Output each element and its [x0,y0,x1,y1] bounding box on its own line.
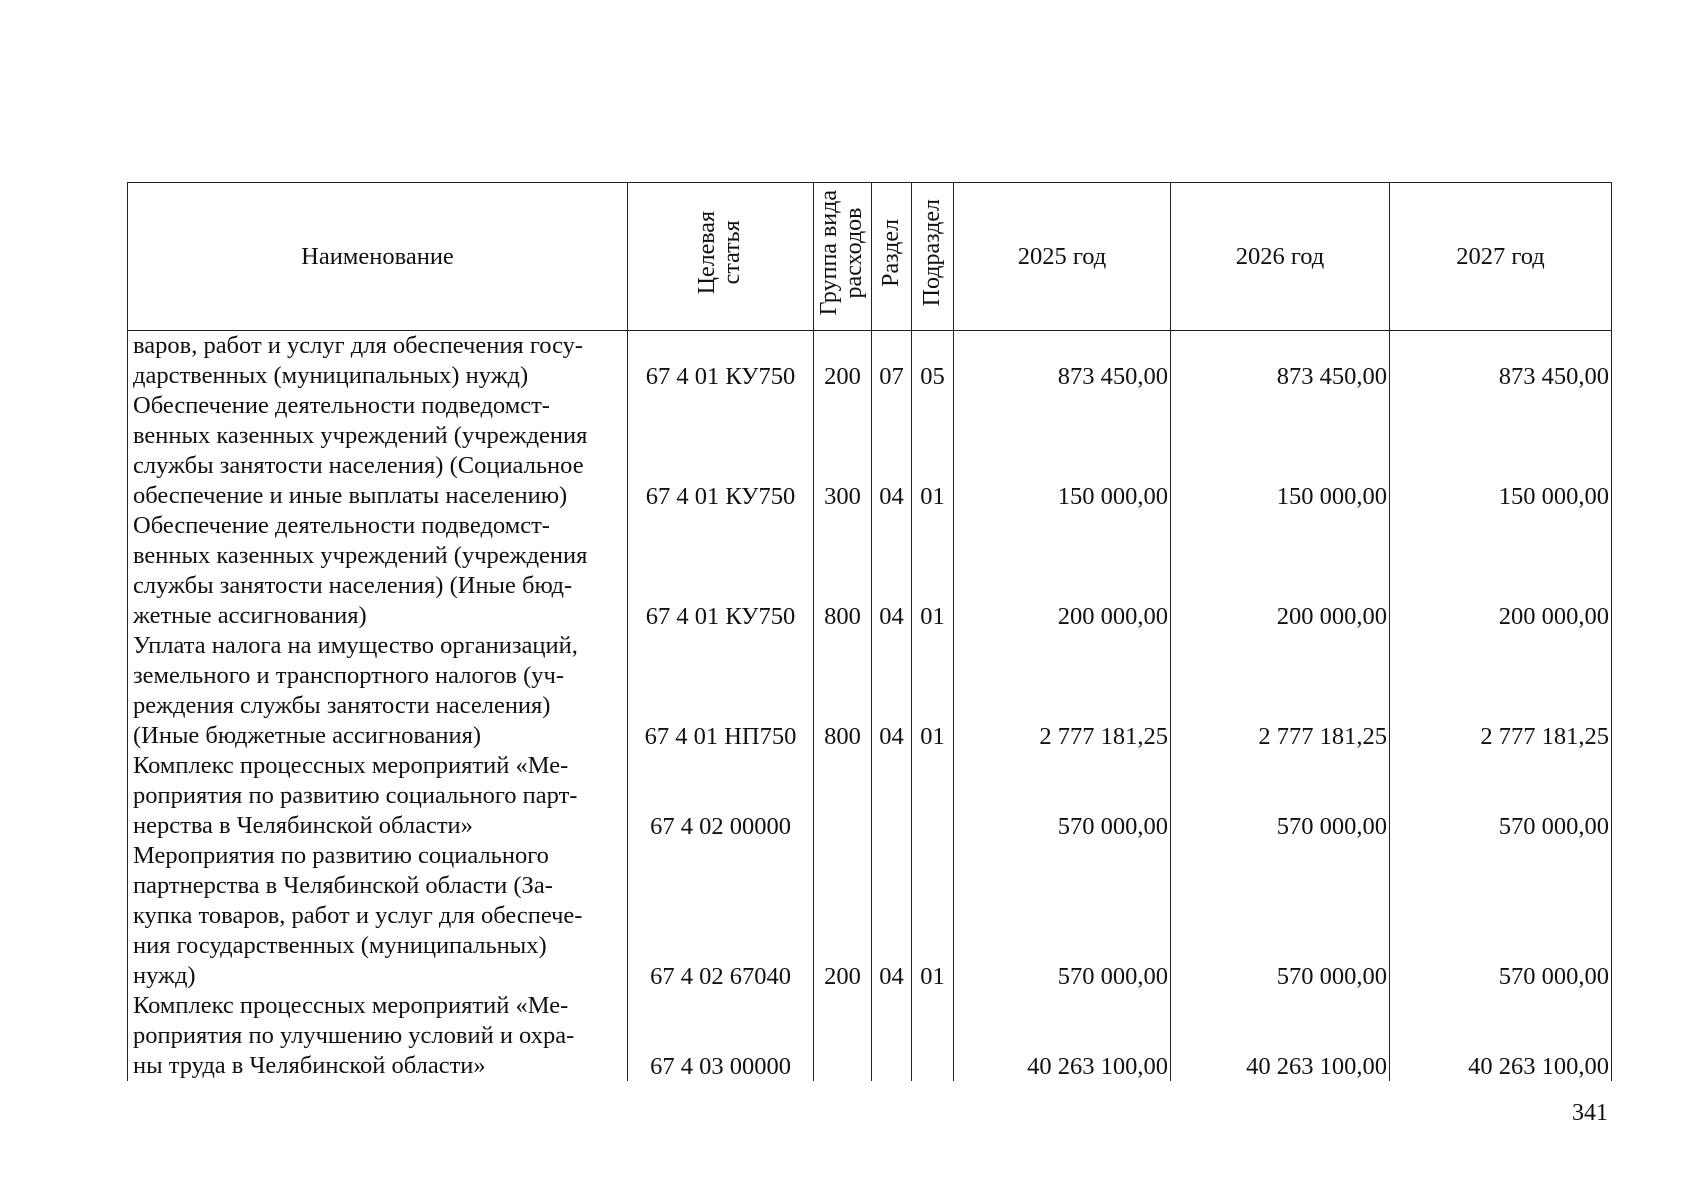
row-name-line: Обеспечение деятельности подведомст- [133,512,550,539]
row-section: 04 [872,841,912,991]
row-name-line: (Иные бюджетные ассигнования) [133,722,482,749]
row-name-line: ния государственных (муниципальных) [133,932,547,959]
row-subsection [912,751,954,841]
row-expense-group: 200 [814,331,872,392]
row-name-line: службы занятости населения) (Иные бюд- [133,572,573,599]
row-name-line: нужд) [133,962,196,989]
row-value-2027: 200 000,00 [1390,511,1612,631]
row-value-2027: 570 000,00 [1390,751,1612,841]
row-subsection [912,991,954,1081]
row-name [128,631,628,751]
row-value-2025: 40 263 100,00 [954,991,1171,1081]
row-value-2027: 2 777 181,25 [1390,631,1612,751]
row-name [128,391,628,511]
table-row [128,631,1612,751]
row-name-line: службы занятости населения) (Социальное [133,452,584,479]
row-name-line: Комплекс процессных мероприятий «Ме- [133,752,569,779]
row-target-article: 67 4 01 КУ750 [628,391,814,511]
row-section: 07 [872,331,912,392]
row-target-article: 67 4 02 00000 [628,751,814,841]
row-name-line: венных казенных учреждений (учреждения [133,542,588,569]
row-value-2025: 150 000,00 [954,391,1171,511]
row-name-line: нерства в Челябинской области» [133,812,473,839]
row-subsection: 05 [912,331,954,392]
header-row [128,183,1612,331]
row-value-2025: 200 000,00 [954,511,1171,631]
row-name-line: жетные ассигнования) [133,602,367,629]
row-value-2027: 873 450,00 [1390,331,1612,392]
row-name-line: Мероприятия по развитию социального [133,842,549,869]
row-expense-group: 300 [814,391,872,511]
table-row [128,991,1612,1081]
budget-table [127,182,1612,1081]
row-section [872,751,912,841]
row-value-2026: 40 263 100,00 [1171,991,1390,1081]
row-target-article: 67 4 02 67040 [628,841,814,991]
row-name-line: дарственных (муниципальных) нужд) [133,362,529,389]
row-name [128,841,628,991]
row-name-line: Уплата налога на имущество организаций, [133,632,578,659]
header-name: Наименование [128,183,628,331]
row-section: 04 [872,631,912,751]
row-name-line: партнерства в Челябинской области (За- [133,872,553,899]
row-value-2026: 2 777 181,25 [1171,631,1390,751]
header-2025: 2025 год [954,183,1171,331]
row-value-2025: 873 450,00 [954,331,1171,392]
row-expense-group: 800 [814,511,872,631]
row-expense-group: 800 [814,631,872,751]
row-name-line: Обеспечение деятельности подведомст- [133,392,550,419]
row-target-article: 67 4 01 КУ750 [628,511,814,631]
table-row [128,841,1612,991]
row-name-line: реждения службы занятости населения) [133,692,551,719]
row-name-line: венных казенных учреждений (учреждения [133,422,588,449]
row-name-line: варов, работ и услуг для обеспечения госу- [133,332,584,359]
header-target-article: Целевая статья [628,183,814,331]
row-name [128,991,628,1081]
row-expense-group [814,751,872,841]
row-name-line: земельного и транспортного налогов (уч- [133,662,564,689]
table-row [128,331,1612,392]
header-2027: 2027 год [1390,183,1612,331]
row-name-line: обеспечение и иные выплаты населению) [133,482,568,509]
row-name [128,751,628,841]
row-subsection: 01 [912,841,954,991]
row-target-article: 67 4 03 00000 [628,991,814,1081]
row-value-2026: 873 450,00 [1171,331,1390,392]
page-number: 341 [1572,1100,1608,1126]
row-expense-group [814,991,872,1081]
row-value-2025: 2 777 181,25 [954,631,1171,751]
row-value-2027: 150 000,00 [1390,391,1612,511]
row-name-line: роприятия по улучшению условий и охра- [133,1022,575,1049]
row-name [128,331,628,392]
row-value-2026: 150 000,00 [1171,391,1390,511]
table-body [128,331,1612,1082]
row-name-line: ны труда в Челябинской области» [133,1052,486,1079]
row-value-2026: 570 000,00 [1171,751,1390,841]
header-section: Раздел [872,183,912,331]
header-subsection: Подраздел [912,183,954,331]
table-row [128,511,1612,631]
row-name-line: Комплекс процессных мероприятий «Ме- [133,992,569,1019]
row-name-line: роприятия по развитию социального парт- [133,782,578,809]
row-value-2026: 200 000,00 [1171,511,1390,631]
table-row [128,751,1612,841]
row-target-article: 67 4 01 НП750 [628,631,814,751]
row-value-2025: 570 000,00 [954,841,1171,991]
row-value-2027: 40 263 100,00 [1390,991,1612,1081]
header-expense-group: Группа вида расходов [814,183,872,331]
row-expense-group: 200 [814,841,872,991]
row-section: 04 [872,391,912,511]
row-target-article: 67 4 01 КУ750 [628,331,814,392]
row-section: 04 [872,511,912,631]
row-subsection: 01 [912,511,954,631]
row-section [872,991,912,1081]
row-name-line: купка товаров, работ и услуг для обеспече- [133,902,583,929]
row-subsection: 01 [912,631,954,751]
row-subsection: 01 [912,391,954,511]
row-value-2026: 570 000,00 [1171,841,1390,991]
row-value-2025: 570 000,00 [954,751,1171,841]
header-2026: 2026 год [1171,183,1390,331]
row-value-2027: 570 000,00 [1390,841,1612,991]
table-row [128,391,1612,511]
row-name [128,511,628,631]
